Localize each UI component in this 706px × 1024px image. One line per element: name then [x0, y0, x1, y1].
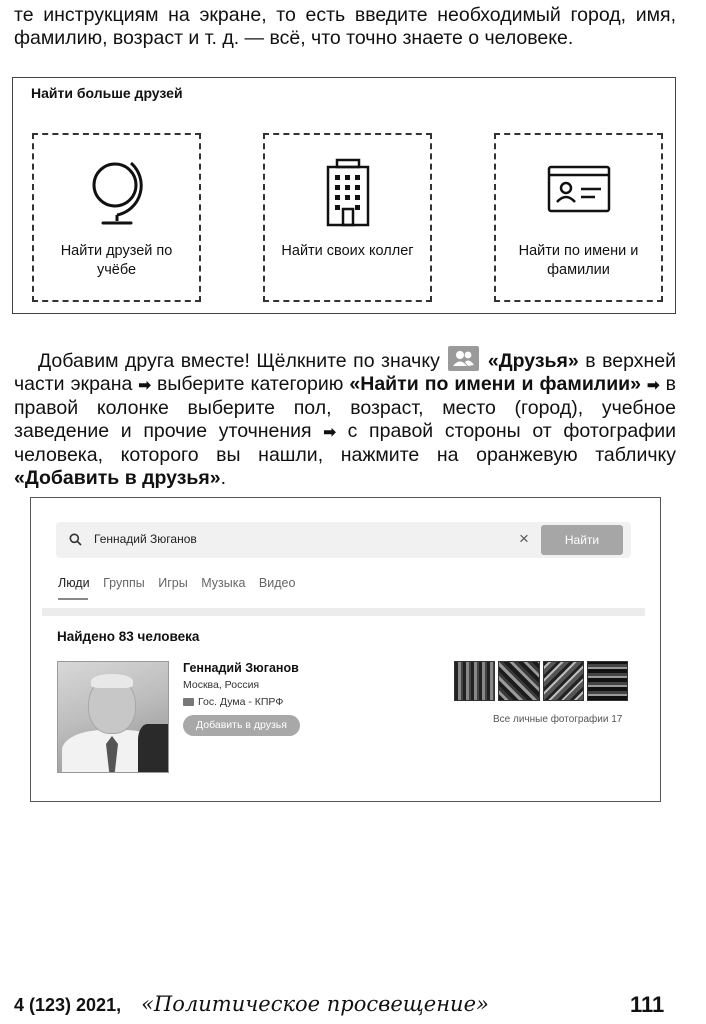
tab-video[interactable]: Видео — [258, 576, 296, 590]
instr-part2: в верхней части экрана — [14, 350, 677, 395]
photo-thumb[interactable] — [498, 661, 539, 701]
photo-thumb[interactable] — [543, 661, 584, 701]
search-field[interactable] — [56, 522, 631, 558]
friends-label: «Друзья» — [487, 350, 579, 372]
add-friend-button[interactable]: Добавить в друзья — [183, 715, 300, 736]
avatar[interactable] — [57, 661, 169, 773]
add-friend-label: «Добавить в друзья» — [14, 467, 221, 489]
search-tabs — [58, 576, 305, 590]
search-input[interactable]: Геннадий Зюганов — [94, 532, 197, 546]
tab-people[interactable]: Люди — [58, 576, 90, 590]
instr-end: . — [220, 467, 227, 489]
search-button[interactable]: Найти — [541, 525, 623, 555]
category-label: «Найти по имени и фамилии» — [349, 373, 642, 395]
friends-icon — [448, 346, 479, 371]
photo-thumb[interactable] — [454, 661, 495, 701]
arrow-icon: ➡ — [138, 377, 151, 394]
find-friends-panel — [12, 77, 676, 314]
find-colleagues-card[interactable] — [263, 133, 432, 302]
arrow-icon: ➡ — [323, 424, 336, 441]
footer — [14, 992, 489, 1016]
arrow-icon: ➡ — [647, 377, 660, 394]
instr-part1: Добавим друга вместе! Щёлкните по значку — [38, 350, 440, 372]
issue-info: 4 (123) 2021, — [14, 995, 122, 1015]
search-icon — [69, 533, 82, 546]
search-page — [42, 508, 645, 788]
instr-part4: в правой колонке выберите пол, возраст, место (город), учебное заведение и прочие уточнения — [14, 373, 677, 442]
instr-part5: с правой стороны от фотографии человека, которого вы нашли, нажмите на оранжевую табличку — [14, 420, 677, 466]
globe-icon — [87, 157, 147, 229]
find-by-study-card[interactable] — [32, 133, 201, 302]
clear-icon[interactable]: × — [519, 529, 529, 548]
photo-strip — [454, 661, 628, 701]
person-job-text: Гос. Дума - КПРФ — [198, 696, 284, 708]
intro-paragraph: те инструкциям на экране, то есть введите необходимый город, имя, фамилию, возраст и т. д. — всё, что точно знаете о человеке. — [14, 4, 676, 49]
person-name[interactable]: Геннадий Зюганов — [183, 661, 299, 675]
building-icon — [323, 157, 373, 229]
search-screenshot — [30, 497, 661, 802]
find-by-name-label: Найти по имени и фамилии — [518, 243, 639, 278]
page-number: 111 — [630, 992, 665, 1017]
briefcase-icon — [183, 698, 194, 706]
search-card — [42, 508, 645, 608]
person-city: Москва, Россия — [183, 679, 260, 691]
instructions-paragraph — [14, 346, 676, 490]
all-photos-link[interactable]: Все личные фотографии 17 — [493, 714, 623, 725]
tab-groups[interactable]: Группы — [103, 576, 145, 590]
find-by-name-card[interactable] — [494, 133, 663, 302]
results-card — [42, 616, 645, 788]
instr-part3: выберите категорию — [157, 373, 344, 395]
find-friends-title: Найти больше друзей — [31, 85, 183, 101]
find-by-study-label: Найти друзей по учёбе — [60, 243, 173, 278]
active-tab-indicator — [58, 598, 88, 600]
tab-games[interactable]: Игры — [158, 576, 188, 590]
magazine-title: «Политическое просвещение» — [141, 992, 489, 1016]
photo-thumb[interactable] — [587, 661, 628, 701]
id-card-icon — [547, 157, 611, 217]
result-count: Найдено 83 человека — [57, 629, 200, 644]
person-job — [183, 696, 283, 708]
tab-music[interactable]: Музыка — [201, 576, 246, 590]
find-colleagues-label: Найти своих коллег — [281, 243, 414, 259]
